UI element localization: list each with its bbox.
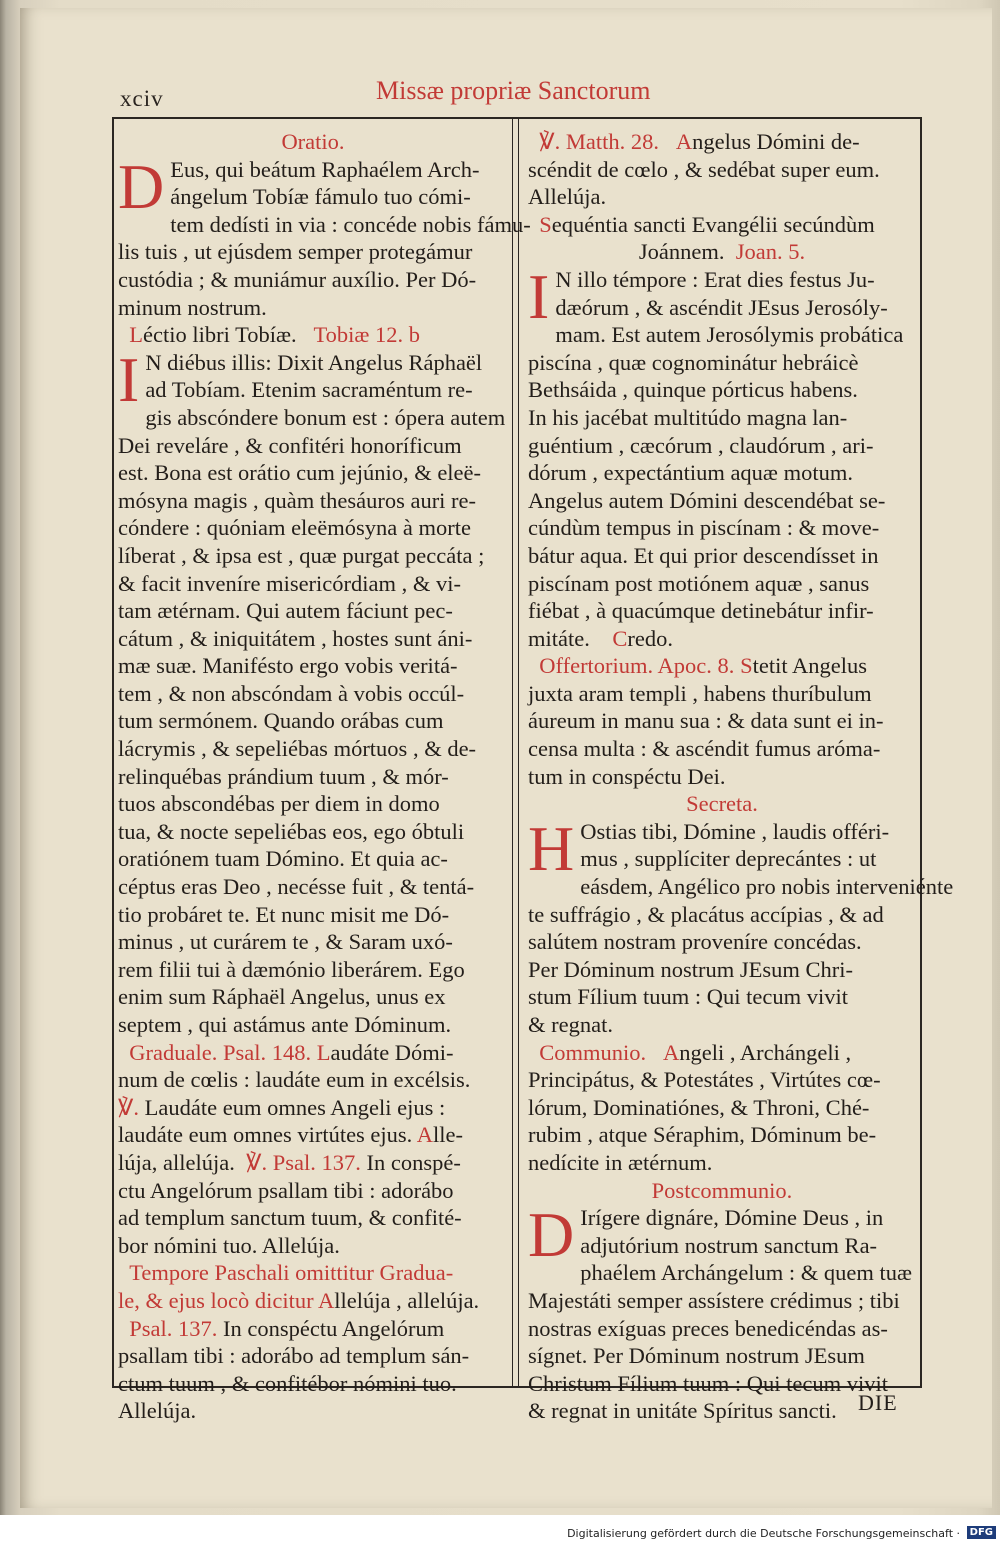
oratio-line: Eus, qui beátum Raphaélem Arch-	[170, 156, 480, 182]
postcommunio-line: Majestáti semper assístere crédimus ; tibi	[528, 1287, 900, 1313]
lectio-title: éctio libri Tobíæ.	[143, 322, 297, 348]
right-column	[528, 128, 954, 1425]
paschal-line: Allelúja.	[118, 1398, 197, 1424]
lectio-reference: Tobiæ 12. b	[313, 322, 421, 348]
offertorium-line: tum in conspéctu Dei.	[528, 763, 726, 789]
communio-initial: A	[663, 1039, 680, 1065]
paschal-text: In conspéctu Angelórum	[223, 1315, 445, 1341]
paschal-rubric-text: le, & ejus locò dicitur	[118, 1287, 314, 1313]
graduale-text: audáte Dómi-	[330, 1039, 454, 1065]
postcommunio-line: phaélem Archángelum : & quem tuæ	[580, 1260, 913, 1286]
lectio-line: tum sermónem. Quando orábas cum	[118, 708, 444, 734]
graduale-line	[118, 1121, 508, 1149]
column-divider-inner	[518, 117, 519, 1387]
lectio-line: tio probáret te. Et nunc misit me Dó-	[118, 901, 450, 927]
versicle-sign: ℣.	[118, 1094, 140, 1120]
paschal-line: ctum tuum , & confitébor nómini tuo.	[118, 1370, 457, 1396]
gospel-line: Bethsáida , quinque pórticus habens.	[528, 377, 858, 403]
offertorium-initial: S	[740, 653, 753, 679]
postcommunio-line: Christum Fílium tuum : Qui tecum vivit	[528, 1370, 889, 1396]
lectio-line: mósyna magis , quàm thesáuros auri re-	[118, 487, 477, 513]
lectio-line: tam ætérnam. Qui autem fáciunt pec-	[118, 598, 453, 624]
dfg-logo: DFG	[967, 1526, 996, 1539]
paschal-line: psallam tibi : adorábo ad templum sán-	[118, 1343, 470, 1369]
sequentia-line	[528, 238, 916, 266]
lectio-line: N diébus illis: Dixit Angelus Ráphaël	[145, 349, 483, 375]
matth-line: Allelúja.	[528, 184, 607, 210]
lectio-dropcap: I	[118, 343, 140, 415]
gospel-paragraph	[528, 260, 916, 652]
matth-text: ngelus Dómini de-	[692, 129, 860, 154]
paschal-line	[118, 1287, 508, 1315]
secreta-line: te suffrágio , & placátus accípias , & ad	[528, 901, 884, 927]
gospel-line: piscínam post motiónem aquæ , sanus	[528, 570, 870, 596]
alleluia-initial: A	[416, 1122, 433, 1148]
communio-line: lórum, Dominatiónes, & Throni, Ché-	[528, 1094, 870, 1120]
sequentia-line	[528, 211, 916, 239]
secreta-line: salútem nostram proveníre concédas.	[528, 929, 862, 955]
frame-rule-left	[112, 117, 114, 1387]
credo-initial: C	[612, 625, 628, 651]
frame-rule-right	[920, 117, 922, 1387]
lectio-line: oratiónem tuam Dómino. Et quia ac-	[118, 846, 448, 872]
graduale-line	[118, 1094, 508, 1122]
graduale-initial: L	[316, 1039, 331, 1065]
oratio-line: tem dedísti in via : concéde nobis fámu-	[170, 211, 531, 237]
lectio-line: cátum , & iniquitátem , hostes sunt áni-	[118, 625, 473, 651]
graduale-line: ad templum sanctum tuum, & confité-	[118, 1205, 462, 1231]
lectio-paragraph	[118, 343, 508, 1039]
lectio-initial: L	[129, 322, 143, 348]
credo-text: redo.	[627, 625, 673, 651]
gospel-dropcap: I	[528, 260, 550, 332]
digitization-footer	[0, 1515, 1000, 1555]
paschal-line	[118, 1315, 508, 1343]
sequentia-text: Joánnem.	[638, 239, 725, 265]
alleluia-initial: A	[317, 1287, 335, 1313]
gospel-line	[528, 625, 916, 653]
lectio-line: ad Tobíam. Etenim sacraméntum re-	[145, 377, 473, 403]
communio-line: nedícite in ætérnum.	[528, 1149, 713, 1175]
postcommunio-line: adjutórium nostrum sanctum Ra-	[580, 1232, 878, 1258]
lectio-line: Dei reveláre , & confitéri honoríficum	[118, 432, 462, 458]
graduale-text: lúja, allelúja.	[118, 1149, 235, 1175]
lectio-line: tua, & nocte sepeliébas eos, ego óbtuli	[118, 818, 465, 844]
lectio-line: & facit inveníre misericórdiam , & vi-	[118, 570, 462, 596]
oratio-line: lis tuis , ut ejúsdem semper protegámur	[118, 239, 473, 265]
secreta-heading: Secreta.	[686, 791, 758, 817]
matth-reference: ℣. Matth. 28.	[539, 129, 660, 154]
gospel-line: piscína , quæ cognominátur hebráicè	[528, 349, 859, 375]
lectio-line: minus , ut curárem te , & Saram uxó-	[118, 929, 453, 955]
paschal-rubric-text: Tempore Paschali omittitur Gradua-	[129, 1260, 454, 1286]
postcommunio-line: Irígere dignáre, Dómine Deus , in	[580, 1205, 884, 1231]
communio-heading: Communio.	[539, 1039, 647, 1065]
communio-line: Principátus, & Potestátes , Virtútes cœ-	[528, 1067, 881, 1093]
graduale-line: ctu Angelórum psallam tibi : adorábo	[118, 1177, 454, 1203]
graduale-text: In conspé-	[366, 1149, 461, 1175]
oratio-paragraph	[118, 150, 531, 322]
paschal-text: llelúja , allelúja.	[334, 1287, 480, 1313]
gospel-text: mitáte.	[528, 625, 590, 651]
offertorium-line	[528, 652, 916, 680]
oratio-line: custódia ; & muniámur auxílio. Per Dó-	[118, 266, 477, 292]
secreta-line: mus , supplíciter deprecántes : ut	[580, 846, 877, 872]
offertorium-line: juxta aram templi , habens thuríbulum	[528, 680, 872, 706]
gospel-line: dæórum , & ascéndit JEsus Jerosóly-	[555, 294, 888, 320]
lectio-line: est. Bona est orátio cum jejúnio, & eleë-	[118, 460, 482, 486]
lectio-line: septem , qui astámus ante Dóminum.	[118, 1012, 452, 1037]
graduale-line: num de cœlis : laudáte eum in excélsis.	[118, 1067, 471, 1093]
graduale-text: laudáte eum omnes virtútes ejus.	[118, 1122, 413, 1148]
secreta-line: Per Dóminum nostrum JEsum Chri-	[528, 956, 853, 982]
gospel-reference: Joan. 5.	[735, 239, 806, 265]
left-column	[118, 128, 531, 1425]
matth-line	[528, 128, 916, 156]
lectio-line: tem , & non abscóndam à vobis occúl-	[118, 680, 465, 706]
running-title: Missæ propriæ Sanctorum	[376, 76, 651, 105]
secreta-line: stum Fílium tuum : Qui tecum vivit	[528, 984, 849, 1010]
graduale-text: Laudáte eum omnes Angeli ejus :	[144, 1094, 446, 1120]
oratio-line: minum nostrum.	[118, 294, 267, 320]
postcommunio-heading: Postcommunio.	[651, 1177, 793, 1203]
oratio-heading: Oratio.	[281, 129, 345, 154]
lectio-line: líberat , & ipsa est , quæ purgat peccáta ;	[118, 542, 485, 568]
psalm-reference: Psal. 137.	[129, 1315, 218, 1341]
lectio-line: tuos abscondébas per diem in domo	[118, 791, 440, 817]
funding-notice: Digitalisierung gefördert durch die Deutsche Forschungsgemeinschaft ·	[567, 1527, 960, 1540]
catchword: DIE	[858, 1390, 898, 1415]
matth-initial: A	[675, 129, 693, 154]
communio-line	[528, 1039, 916, 1067]
frame-rule-top	[112, 117, 922, 119]
secreta-line: & regnat.	[528, 1012, 613, 1037]
gospel-line: N illo témpore : Erat dies festus Ju-	[555, 266, 875, 292]
lectio-line: enim sum Ráphaël Angelus, unus ex	[118, 984, 446, 1010]
offertorium-heading: Offertorium. Apoc. 8.	[539, 653, 735, 679]
gospel-line: mam. Est autem Jerosólymis probática	[555, 322, 904, 348]
secreta-dropcap: H	[528, 812, 575, 884]
lectio-line: céptus eras Deo , necésse fuit , & tentá-	[118, 874, 475, 900]
graduale-line: bor nómini tuo. Allelúja.	[118, 1232, 340, 1258]
graduale-line	[118, 1149, 508, 1177]
offertorium-line: censa multa : & ascéndit fumus aróma-	[528, 736, 881, 762]
graduale-heading: Graduale. Psal. 148.	[129, 1039, 312, 1065]
communio-text: ngeli , Archángeli ,	[679, 1039, 852, 1065]
oratio-line: ángelum Tobíæ fámulo tuo cómi-	[170, 184, 471, 210]
secreta-line: eásdem, Angélico pro nobis interveniénte	[580, 874, 954, 900]
versicle-reference: ℣. Psal. 137.	[246, 1149, 361, 1175]
gospel-line: Angelus autem Dómini descendébat se-	[528, 487, 886, 513]
postcommunio-line: nostras exíguas preces benedicéndas as-	[528, 1315, 888, 1341]
secreta-line: Ostias tibi, Dómine , laudis offéri-	[580, 818, 890, 844]
column-divider	[512, 117, 513, 1387]
communio-line: rubim , atque Séraphim, Dóminum be-	[528, 1122, 877, 1148]
gospel-line: dórum , expectántium aquæ motum.	[528, 460, 853, 486]
matth-line: scéndit de cœlo , & sedébat super eum.	[528, 156, 880, 182]
gospel-line: In his jacébat multitúdo magna lan-	[528, 404, 848, 430]
lectio-line: cóndere : quóniam eleëmósyna à morte	[118, 515, 471, 541]
lectio-line: mæ suæ. Manifésto ergo vobis veritá-	[118, 653, 458, 679]
lectio-line: relinquébas prándium tuum , & mór-	[118, 763, 449, 789]
lectio-line: gis abscóndere bonum est : ópera autem	[145, 404, 506, 430]
gospel-line: cúndùm tempus in piscínam : & move-	[528, 515, 880, 541]
gospel-line: bátur aqua. Et qui prior descendísset in	[528, 542, 879, 568]
secreta-paragraph	[528, 812, 954, 1039]
sequentia-text: equéntia sancti Evangélii secúndùm	[551, 211, 875, 237]
postcommunio-line: sígnet. Per Dóminum nostrum JEsum	[528, 1343, 865, 1369]
sequentia-initial: S	[539, 211, 552, 237]
lectio-line: lácrymis , & sepeliébas mórtuos , & de-	[118, 736, 477, 762]
offertorium-line: áureum in manu sua : & data sunt ei in-	[528, 708, 884, 734]
graduale-line	[118, 1039, 508, 1067]
paschal-rubric	[118, 1259, 508, 1287]
postcommunio-line: & regnat in unitáte Spíritus sancti.	[528, 1398, 837, 1424]
postcommunio-dropcap: D	[528, 1199, 575, 1271]
oratio-dropcap: D	[118, 150, 165, 222]
page-folio: xciv	[120, 86, 164, 111]
gospel-line: fiébat , à quacúmque detinebátur infir-	[528, 598, 874, 624]
lectio-heading	[118, 321, 508, 349]
graduale-text: lle-	[432, 1122, 463, 1148]
lectio-line: rem filii tui à dæmónio liberárem. Ego	[118, 956, 465, 982]
offertorium-text: tetit Angelus	[752, 653, 867, 679]
gospel-line: guéntium , cæcórum , claudórum , ari-	[528, 432, 874, 458]
